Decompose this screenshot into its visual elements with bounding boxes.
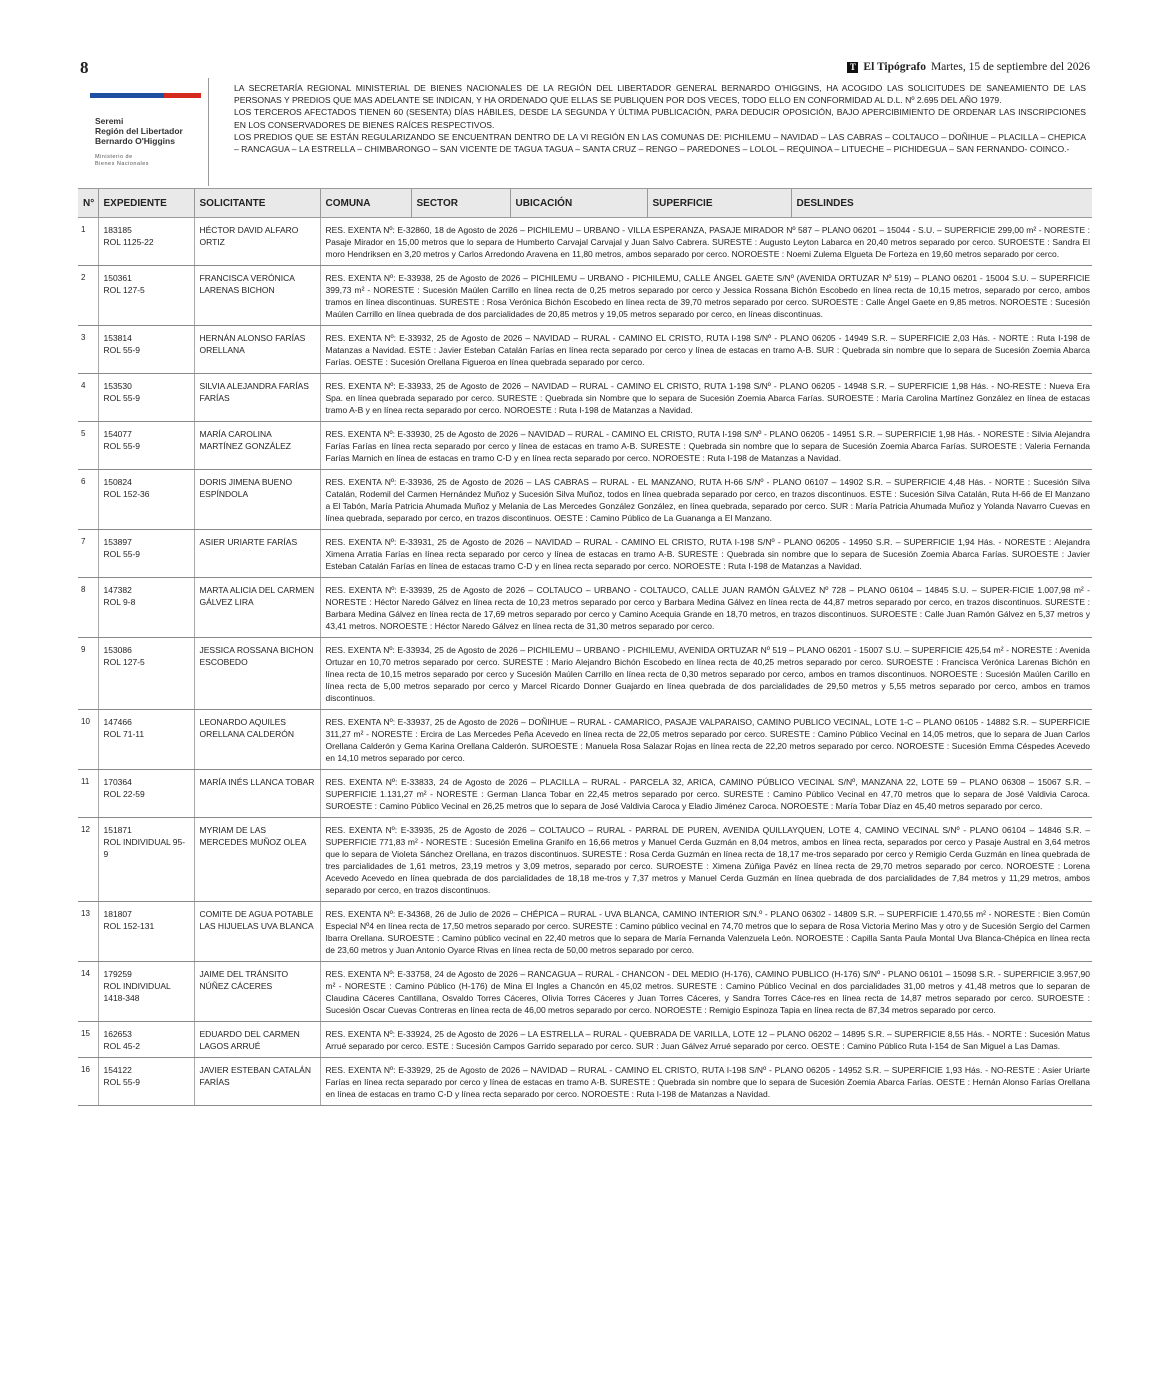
expediente-cell — [98, 902, 194, 962]
expediente-number: 181807 — [103, 909, 132, 919]
rol-number: ROL 55-9 — [103, 1077, 141, 1087]
row-number: 3 — [78, 326, 98, 374]
newspaper-logo-icon: T — [847, 62, 858, 73]
table-row — [78, 638, 1092, 710]
solicitante-cell: JESSICA ROSSANA BICHON ESCOBEDO — [194, 638, 320, 710]
expediente-number: 147382 — [103, 585, 132, 595]
logo-line-ministry: Ministerio de — [95, 154, 133, 160]
rol-number: ROL 55-9 — [103, 441, 141, 451]
col-header-superficie: SUPERFICIE — [647, 189, 791, 218]
expediente-number: 153530 — [103, 381, 132, 391]
row-number: 14 — [78, 962, 98, 1022]
deslindes-cell: RES. EXENTA Nº: E-33934, 25 de Agosto de 2026 – PICHILEMU – URBANO - PICHILEMU, AVENIDA ORTUZAR Nº 519 – PLANO 06201 - 15007 S.U. – SUPERFICIE 425,54 m² - NORESTE : Avenida Ortuzar en 10,70 metros separado por cerco. SURESTE : Mario Alejandro Bichón Escobedo en línea recta de 40,25 metros separado por cerco. SUROESTE : Francisca Verónica Larenas Bichón en línea recta de 10,15 metros separado por cerco y Sucesión Maúlen Carrillo en línea recta de 0,30 metros separado por cerco, ambos en tramos discontinuos. NOROESTE : Sucesión Maúlen Carillo en línea recta de 5,00 metros separado por cerco y Marcel Ricardo Donner Guajardo en línea quebrada de dos parcialidades de 29,50 metros y 5,55 metros separado por cerco, ambos en tramos discontinuos. — [320, 638, 1092, 710]
row-number: 13 — [78, 902, 98, 962]
expediente-cell — [98, 1022, 194, 1058]
deslindes-cell: RES. EXENTA Nº: E-33929, 25 de Agosto de 2026 – NAVIDAD – RURAL - CAMINO EL CRISTO, RUTA I-198 S/Nº - PLANO 06205 - 14952 S.R. – SUPERFICIE 1,93 Hás. - NO-RESTE : Asier Uriarte Farías en línea recta separado por cerco y línea de estacas en tramo A-B. SURESTE : Quebrada sin nombre que lo separa de Sucesión Zoemia Abarca Farías. OESTE : Hernán Alonso Farías Orellana en línea de estacas en tramo C-D y línea recta separado por cerco. NOROESTE : Ruta I-198 de Matanzas a Navidad. — [320, 1058, 1092, 1106]
expediente-number: 150361 — [103, 273, 132, 283]
rol-number: ROL 55-9 — [103, 393, 141, 403]
table-row — [78, 710, 1092, 770]
table-row — [78, 578, 1092, 638]
table-body — [78, 218, 1092, 1106]
rol-number: ROL 55-9 — [103, 345, 141, 355]
solicitante-cell: SILVIA ALEJANDRA FARÍAS FARÍAS — [194, 374, 320, 422]
rol-number: ROL 127-5 — [103, 657, 145, 667]
table-row — [78, 374, 1092, 422]
table-row — [78, 962, 1092, 1022]
deslindes-cell: RES. EXENTA Nº: E-33931, 25 de Agosto de 2026 – NAVIDAD – RURAL - CAMINO EL CRISTO, RUTA I-198 S/Nº - PLANO 06205 - 14950 S.R. – SUPERFICIE 1,94 Hás. - NORESTE : Alejandra Ximena Arratia Farías en línea recta separado por cerco y línea de estacas en tramo A-B. SURESTE : Quebrada sin nombre que lo separa de Sucesión Zoemia Abarca Farías. SUROESTE : Javier Esteban Catalán Farías en línea de estacas tramo C-D y en línea recta separado por cerco. NOROESTE : Ruta I-198 de Matanzas a Navidad. — [320, 530, 1092, 578]
col-header-solicitante: SOLICITANTE — [194, 189, 320, 218]
rol-number: ROL 1125-22 — [103, 237, 154, 247]
flag-stripe-red — [164, 93, 201, 98]
solicitante-cell: MARÍA INÉS LLANCA TOBAR — [194, 770, 320, 818]
row-number: 5 — [78, 422, 98, 470]
rol-number: ROL 71-11 — [103, 729, 145, 739]
intro-paragraph: LOS TERCEROS AFECTADOS TIENEN 60 (SESENTA) DÍAS HÁBILES, DESDE LA SEGUNDA Y ÚLTIMA PUBLICACIÓN, PARA DEDUCIR OPOSICIÓN, BAJO APERCIBIMIENTO DE ORDENAR LAS INSCRIPCIONES EN LOS CONSERVADORES DE BIENES RAÍCES RESPECTIVOS. — [234, 107, 1086, 130]
table-row — [78, 470, 1092, 530]
expediente-number: 153897 — [103, 537, 132, 547]
expediente-cell — [98, 818, 194, 902]
table-row — [78, 218, 1092, 266]
solicitante-cell: COMITE DE AGUA POTABLE LAS HIJUELAS UVA BLANCA — [194, 902, 320, 962]
expediente-number: 179259 — [103, 969, 132, 979]
row-number: 11 — [78, 770, 98, 818]
expediente-number: 183185 — [103, 225, 132, 235]
rol-number: ROL 9-8 — [103, 597, 136, 607]
table-row — [78, 530, 1092, 578]
expediente-cell — [98, 218, 194, 266]
deslindes-cell: RES. EXENTA Nº: E-33935, 25 de Agosto de 2026 – COLTAUCO – RURAL - PARRAL DE PUREN, AVENIDA QUILLAYQUEN, LOTE 4, CAMINO VECINAL S/Nº - PLANO 06104 – 14846 S.R. – SUPERFICIE 771,83 m² - NORESTE : Sucesión Emelina Granifo en 16,66 metros y Manuel Cerda Guzmán en 8,04 metros, ambos en línea recta, separados por cerco y Pasaje Austral en 3,64 metros que lo separa de Violeta Sánchez Orellana, en trazos discontinuos. SURESTE : Rosa Cerda Guzmán en línea recta de 18,17 me-tros separado por cerco y Remigio Cerda Guzmán en línea quebrada de tres parcialidades de 1,61 metros, 23,19 metros y 3,09 metros, separado por cerco. SUROESTE : Ximena Zúñiga Pavéz en línea recta de 29,70 metros separado por cerco. NOROESTE : Lorena Acevedo Acevedo en línea quebrada de dos parcialidades de 18,18 me-tros y 7,37 metros y Manuel Cerda Guzmán en línea quebrada de dos parcialidades de 7,84 metros y 11,29 metros, ambos separado por cerco, en trazos discontinuos. — [320, 818, 1092, 902]
expediente-cell — [98, 710, 194, 770]
page-number: 8 — [80, 58, 89, 77]
header-divider — [208, 78, 209, 186]
row-number: 7 — [78, 530, 98, 578]
col-header-ubicacion: UBICACIÓN — [510, 189, 647, 218]
solicitante-cell: JAIME DEL TRÁNSITO NÚÑEZ CÁCERES — [194, 962, 320, 1022]
expediente-cell — [98, 326, 194, 374]
flag-stripe-blue-2 — [127, 93, 164, 98]
expediente-cell — [98, 1058, 194, 1106]
table-row — [78, 326, 1092, 374]
expediente-cell — [98, 770, 194, 818]
deslindes-cell: RES. EXENTA Nº: E-33939, 25 de Agosto de 2026 – COLTAUCO – URBANO - COLTAUCO, CALLE JUAN RAMÓN GÁLVEZ Nº 728 – PLANO 06104 – 14845 S.U. – SUPER-FICIE 1.007,98 m² - NORESTE : Héctor Naredo Gálvez en línea recta de 10,23 metros separado por cerco y Barbara Medina Gálvez en línea recta de 44,87 metros separado por cerco, en trazos discontinuos. SURESTE : Barbara Medina Gálvez en línea recta de 17,69 metros separado por cerco y Camino Acequia Grande en 18,70 metros, en trazos discontinuos. SUROESTE : Calle Juan Ramón Gálvez en 5,37 metros y 43,41 metros. NOROESTE : Héctor Naredo Gálvez en línea recta de 31,30 metros separado por cerco. — [320, 578, 1092, 638]
row-number: 10 — [78, 710, 98, 770]
rol-number: ROL 152-36 — [103, 489, 150, 499]
table-row — [78, 1022, 1092, 1058]
table-row — [78, 902, 1092, 962]
rol-number: ROL 55-9 — [103, 549, 141, 559]
expediente-number: 154077 — [103, 429, 132, 439]
intro-notice — [234, 82, 1086, 155]
deslindes-cell: RES. EXENTA Nº: E-34368, 26 de Julio de 2026 – CHÉPICA – RURAL - UVA BLANCA, CAMINO INTERIOR S/N.º - PLANO 06302 - 14809 S.R. – SUPERFICIE 1.470,55 m² - NORESTE : Bien Común Especial Nº4 en línea recta de 17,50 metros separado por cerco. SURESTE : Camino público vecinal en 74,70 metros que lo separa de Rosa Victoria Merino Mas y otro y de Sucesión Sergio del Carmen Ibarra Orellana. SUROESTE : Camino público vecinal en 22,40 metros que lo separa de María Fernanda Valenzuela León. NOROESTE : Capilla Santa Paula Montal Uva Blanca-Chépica en línea recta de 23,60 metros y Juan Antonio Oyarce Rivas en línea recta de 50,00 metros separado por cerco. — [320, 902, 1092, 962]
row-number: 8 — [78, 578, 98, 638]
table-header-row — [78, 189, 1092, 218]
expediente-number: 153814 — [103, 333, 132, 343]
deslindes-cell: RES. EXENTA Nº: E-33930, 25 de Agosto de 2026 – NAVIDAD – RURAL - CAMINO EL CRISTO, RUTA I-198 S/Nº - PLANO 06205 - 14951 S.R. – SUPERFICIE 1,98 Hás. - NORESTE : Silvia Alejandra Farías Farías en línea recta separado por cerco y línea de estacas en tramo A-B. SURESTE : Quebrada sin nombre que lo separa de Sucesión Zoemia Abarca Farías. SUROESTE : Valeria Fernanda Farías Marnich en línea de estacas en tramo C-D y en línea recta separado por cerco. NOROESTE : Ruta I-198 de Matanzas a Navidad. — [320, 422, 1092, 470]
row-number: 6 — [78, 470, 98, 530]
solicitante-cell: MARÍA CAROLINA MARTÍNEZ GONZÁLEZ — [194, 422, 320, 470]
row-number: 16 — [78, 1058, 98, 1106]
solicitante-cell: MYRIAM DE LAS MERCEDES MUÑOZ OLEA — [194, 818, 320, 902]
expediente-cell — [98, 422, 194, 470]
rol-number: ROL 22-59 — [103, 789, 145, 799]
row-number: 15 — [78, 1022, 98, 1058]
rol-number: ROL 45-2 — [103, 1041, 141, 1051]
row-number: 12 — [78, 818, 98, 902]
rol-number: ROL 127-5 — [103, 285, 145, 295]
masthead — [847, 61, 1090, 73]
expediente-cell — [98, 374, 194, 422]
deslindes-cell: RES. EXENTA Nº: E-33936, 25 de Agosto de 2026 – LAS CABRAS – RURAL - EL MANZANO, RUTA H-66 S/Nº - PLANO 06107 – 14902 S.R. – SUPERFICIE 4,48 Hás. - NORTE : Sucesión Silva Catalán, Rodemil del Carmen Hernández Muñoz y Sucesión Silva Muñoz, todos en línea quebrada separado por cerco, en trazos discontinuos. ESTE : Sucesión Silva Catalán, Ruta H-66 de El Manzano a El Tabón, María Patricia Ahumada Muñoz y Melania de Las Mercedes González González, en línea quebrada, separado por cerco. SUR : María Patricia Ahumada Muñoz y Yolanda Navarro Cuevas en línea quebrada, separado por cerco, en trazos discontinuos. OESTE : Camino Público de La Guananga a El Manzano. — [320, 470, 1092, 530]
expediente-number: 154122 — [103, 1065, 132, 1075]
row-number: 9 — [78, 638, 98, 710]
rol-number: ROL INDIVIDUAL 95-9 — [103, 837, 186, 859]
solicitante-cell: ASIER URIARTE FARÍAS — [194, 530, 320, 578]
deslindes-cell: RES. EXENTA Nº: E-33937, 25 de Agosto de 2026 – DOÑIHUE – RURAL - CAMARICO, PASAJE VALPARAISO, CAMINO PUBLICO VECINAL, LOTE 1-C – PLANO 06105 - 14882 S.R. – SUPERFICIE 311,27 m² - NORESTE : Ercira de Las Mercedes Peña Acevedo en línea recta de 22,05 metros separado por cerco. SURESTE : Camino Público Vecinal en 14,05 metros, que lo separa de Juan Carlos Orellana Calderón y Gema Karina Orellana Calderón. SUROESTE : Manuela Rosa Salazar Rojas en línea recta de 22,20 metros separado por cerco. NOROESTE : Sucesión Emma Céspedes Acevedo en 14,10 metros separado por cerco. — [320, 710, 1092, 770]
intro-paragraph: LOS PREDIOS QUE SE ESTÁN REGULARIZANDO SE ENCUENTRAN DENTRO DE LA VI REGIÓN EN LAS COMUNAS DE: PICHILEMU – NAVIDAD – LAS CABRAS – COLTAUCO – DOÑIHUE – PLACILLA – CHEPICA – RANCAGUA – LA ESTRELLA – CHIMBARONGO – SAN VICENTE DE TAGUA TAGUA – SANTA CRUZ – RENGO – PAREDONES – LOLOL – REQUINOA – LITUECHE – PICHIDEGUA – SAN FERNANDO- COINCO.- — [234, 131, 1086, 155]
expediente-number: 162653 — [103, 1029, 132, 1039]
solicitante-cell: HÉCTOR DAVID ALFARO ORTIZ — [194, 218, 320, 266]
logo-line-region: Región del Libertador — [95, 126, 183, 136]
solicitante-cell: HERNÁN ALONSO FARÍAS ORELLANA — [194, 326, 320, 374]
solicitante-cell: MARTA ALICIA DEL CARMEN GÁLVEZ LIRA — [194, 578, 320, 638]
table-row — [78, 770, 1092, 818]
logo-line-ministry-2: Bienes Nacionales — [95, 161, 150, 167]
row-number: 1 — [78, 218, 98, 266]
rol-number: ROL INDIVIDUAL 1418-348 — [103, 981, 171, 1003]
logo-line-name: Bernardo O'Higgins — [95, 136, 175, 146]
seremi-logo — [95, 116, 183, 168]
col-header-deslindes: DESLINDES — [791, 189, 1092, 218]
expediente-cell — [98, 578, 194, 638]
col-header-expediente: EXPEDIENTE — [98, 189, 194, 218]
table-row — [78, 266, 1092, 326]
expediente-number: 170364 — [103, 777, 132, 787]
table-row — [78, 818, 1092, 902]
row-number: 4 — [78, 374, 98, 422]
col-header-comuna: COMUNA — [320, 189, 411, 218]
deslindes-cell: RES. EXENTA Nº: E-32860, 18 de Agosto de 2026 – PICHILEMU – URBANO - VILLA ESPERANZA, PASAJE MIRADOR Nº 587 – PLANO 06201 – 15044 - S.U. – SUPERFICIE 299,00 m² - NORESTE : Pasaje Mirador en 15,00 metros que lo separa de Humberto Carvajal Carvajal y Juan Salvo Cabrera. SURESTE : Augusto Leyton Labarca en 20,40 metros separado por cerco. SUROESTE : Sandra El moro Hendriksen en 3,20 metros y Carlos Arredondo Aravena en 11,80 metros, ambos separado por cerco. NOROESTE : Noemi Zulema Elgueta De Forteza en 19,60 metros separado por cerco. — [320, 218, 1092, 266]
deslindes-cell: RES. EXENTA Nº: E-33933, 25 de Agosto de 2026 – NAVIDAD – RURAL - CAMINO EL CRISTO, RUTA 1-198 S/Nº - PLANO 06205 - 14948 S.R. – SUPERFICIE 1,98 Hás. - NO-RESTE : Nueva Era Spa. en línea quebrada separado por cerco. SURESTE : Quebrada sin Nombre que lo separa de Sucesión Zoemia Abarca Farías. SUROESTE : María Carolina Martínez González en línea de estacas tramo A-B y en línea recta separado por cerco. NOROESTE : Ruta I-198 de Matanzas a Navidad. — [320, 374, 1092, 422]
logo-line-seremi: Seremi — [95, 116, 124, 126]
deslindes-cell: RES. EXENTA Nº: E-33932, 25 de Agosto de 2026 – NAVIDAD – RURAL - CAMINO EL CRISTO, RUTA I-198 S/Nº - PLANO 06205 - 14949 S.R. – SUPERFICIE 2,03 Hás. - NORTE : Ruta I-198 de Matanzas a Navidad. ESTE : Javier Esteban Catalán Farías en línea recta separado por cerco y línea de estacas en tramo A-B. SUR : Quebrada sin nombre que lo separa de Sucesión Zoemia Abarca Farías. OESTE : Sucesión Orellana Figueroa en línea quebrada separado por cerco. — [320, 326, 1092, 374]
expediente-cell — [98, 470, 194, 530]
deslindes-cell: RES. EXENTA Nº: E-33758, 24 de Agosto de 2026 – RANCAGUA – RURAL - CHANCON - DEL MEDIO (H-176), CAMINO PUBLICO (H-176) S/Nº - PLANO 06101 – 15098 S.R. - SUPERFICIE 3.957,90 m² - NORESTE : Camino Público (H-176) de Mina El Ingles a Chancón en 45,02 metros. SURESTE : Camino Público Vecinal en dos parcialidades 31,00 metros y 41,48 metros que lo separan de Claudina Cáceres Cantillana, Osvaldo Torres Cáceres, Olivia Torres Cáceres y Juan Torres Cáceres, y Sandra Torres Cáce-res en línea recta de 14,87 metros separado por cerco. SUROESTE : Sucesión Oscar Cuevas Contreras en línea recta de 46,00 metros separado por cerco. NOROESTE : Remigio Espinoza Tapia en línea recta de 87,34 metros separado por cerco. — [320, 962, 1092, 1022]
deslindes-cell: RES. EXENTA Nº: E-33938, 25 de Agosto de 2026 – PICHILEMU – URBANO - PICHILEMU, CALLE ÁNGEL GAETE S/Nº (AVENIDA ORTUZAR Nº 519) – PLANO 06201 - 15004 S.U. – SUPERFICIE 399,73 m² - NORESTE : Sucesión Maúlen Carrillo en línea recta de 0,25 metros separado por cerco y Jessica Rossana Bichón Escobedo en línea recta de 10,15 metros, separado por cerco, ambos tramos en línea discontinuas. SURESTE : Rosa Verónica Bichón Escobedo en línea recta de 39,70 metros separado por cerco. SUROESTE : Calle Ángel Gaete en 9,85 metros. NOROESTE : Sucesión Maúlen Carrillo en línea quebrada de dos parcialidades de 20,85 metros y 19,05 metros separado por cerco, en líneas discontinuas. — [320, 266, 1092, 326]
solicitante-cell: JAVIER ESTEBAN CATALÁN FARÍAS — [194, 1058, 320, 1106]
expediente-cell — [98, 962, 194, 1022]
expediente-cell — [98, 530, 194, 578]
deslindes-cell: RES. EXENTA Nº: E-33833, 24 de Agosto de 2026 – PLACILLA – RURAL - PARCELA 32, ARICA, CAMINO PÚBLICO VECINAL S/Nº, MANZANA 22, LOTE 59 – PLANO 06308 – 15067 S.R. – SUPERFICIE 1.131,27 m² - NORESTE : German Llanca Tobar en 22,45 metros separado por cerco. SURESTE : Camino Público Vecinal en 47,70 metros que lo separa de José Valdivia Caroca. SUROESTE : Camino Público Vecinal en 26,25 metros que lo separa de José Valdivia Caroca y Eladio Jiménez Caroca. NOROESTE : María Tobar Díaz en 45,40 metros separado por cerco. — [320, 770, 1092, 818]
col-header-sector: SECTOR — [411, 189, 510, 218]
solicitante-cell: EDUARDO DEL CARMEN LAGOS ARRUÉ — [194, 1022, 320, 1058]
issue-date: Martes, 15 de septiembre del 2026 — [930, 61, 1090, 73]
rol-number: ROL 152-131 — [103, 921, 155, 931]
col-header-number: N° — [78, 189, 98, 218]
solicitante-cell: FRANCISCA VERÓNICA LARENAS BICHON — [194, 266, 320, 326]
flag-stripe-blue-1 — [90, 93, 127, 98]
expediente-number: 151871 — [103, 825, 132, 835]
newspaper-name: El Tipógrafo — [863, 61, 926, 73]
chile-flag-stripe — [90, 93, 201, 98]
solicitante-cell: DORIS JIMENA BUENO ESPÍNDOLA — [194, 470, 320, 530]
expediente-cell — [98, 266, 194, 326]
expediente-cell — [98, 638, 194, 710]
deslindes-cell: RES. EXENTA Nº: E-33924, 25 de Agosto de 2026 – LA ESTRELLA – RURAL - QUEBRADA DE VARILLA, LOTE 12 – PLANO 06202 – 14895 S.R. – SUPERFICIE 8,55 Hás. - NORTE : Sucesión Matus Arrué separado por cerco. ESTE : Sucesión Campos Garrido separado por cerco. SUR : Juan Gálvez Arrué separado por cerco. OESTE : Camino Público Ruta I-154 de San Miguel a Las Damas. — [320, 1022, 1092, 1058]
table-row — [78, 422, 1092, 470]
solicitante-cell: LEONARDO AQUILES ORELLANA CALDERÓN — [194, 710, 320, 770]
expediente-number: 153086 — [103, 645, 132, 655]
requests-table — [78, 188, 1092, 1106]
expediente-number: 147466 — [103, 717, 132, 727]
expediente-number: 150824 — [103, 477, 132, 487]
row-number: 2 — [78, 266, 98, 326]
intro-paragraph: LA SECRETARÍA REGIONAL MINISTERIAL DE BIENES NACIONALES DE LA REGIÓN DEL LIBERTADOR GENERAL BERNARDO O'HIGGINS, HA ACOGIDO LAS SOLICITUDES DE SANEAMIENTO DE LAS PERSONAS Y PREDIOS QUE MAS ADELANTE SE INDICAN, Y HA ORDENADO QUE ELLAS SE PUBLIQUEN POR DOS VECES, TODO ELLO EN CONFORMIDAD AL D.L. Nº 2.695 DEL AÑO 1979. — [234, 83, 1086, 106]
table-row — [78, 1058, 1092, 1106]
